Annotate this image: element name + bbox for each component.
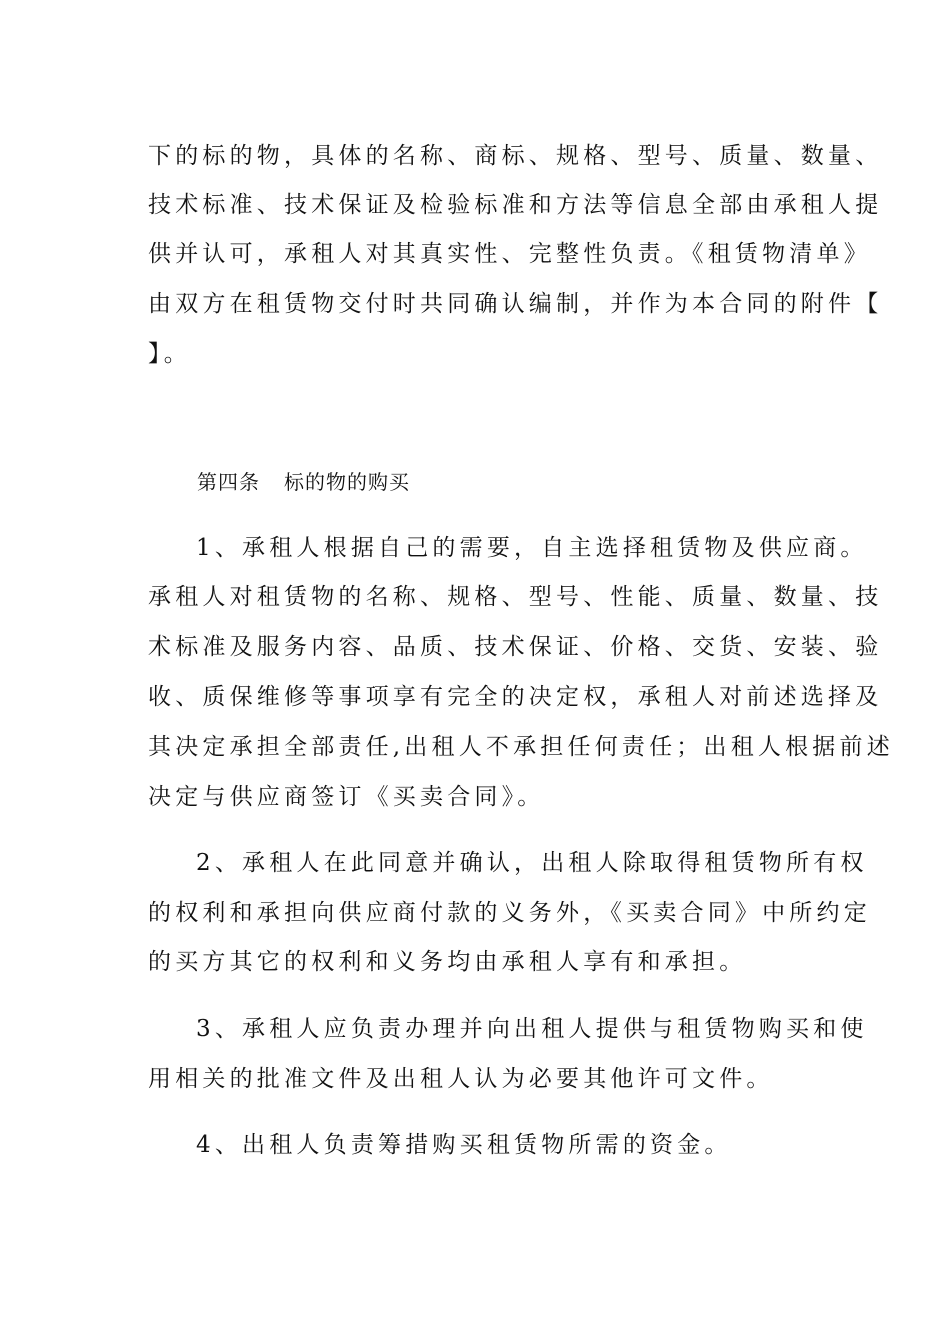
paragraph-line: 技术标准、技术保证及检验标准和方法等信息全部由承租人提 (148, 192, 883, 218)
paragraph-line: 承租人对租赁物的名称、规格、型号、性能、质量、数量、技 (148, 584, 883, 610)
paragraph-line: 决定与供应商签订《买卖合同》。 (148, 784, 545, 810)
article-number: 第四条 (197, 470, 260, 494)
paragraph-line: 由双方在租赁物交付时共同确认编制，并作为本合同的附件【 (148, 291, 883, 317)
paragraph-line: 4、出租人负责筹措购买租赁物所需的资金。 (196, 1132, 732, 1158)
paragraph-line: 的买方其它的权利和义务均由承租人享有和承担。 (148, 949, 747, 975)
article-title: 标的物的购买 (284, 470, 410, 494)
article-heading (197, 468, 410, 496)
paragraph-line: 】。 (148, 341, 191, 367)
paragraph-line: 其决定承担全部责任,出租人不承担任何责任；出租人根据前述 (148, 734, 894, 760)
paragraph-line: 1、承租人根据自己的需要，自主选择租赁物及供应商。 (196, 535, 868, 561)
paragraph-line: 收、质保维修等事项享有完全的决定权，承租人对前述选择及 (148, 684, 883, 710)
paragraph-line: 2、承租人在此同意并确认，出租人除取得租赁物所有权 (196, 850, 868, 876)
paragraph-line: 供并认可，承租人对其真实性、完整性负责。《租赁物清单》 (148, 241, 871, 267)
paragraph-line: 的权利和承担向供应商付款的义务外，《买卖合同》中所约定 (148, 900, 871, 926)
paragraph-line: 3、承租人应负责办理并向出租人提供与租赁物购买和使 (196, 1016, 868, 1042)
paragraph-line: 术标准及服务内容、品质、技术保证、价格、交货、安装、验 (148, 634, 883, 660)
paragraph-line: 用相关的批准文件及出租人认为必要其他许可文件。 (148, 1066, 774, 1092)
paragraph-line: 下的标的物，具体的名称、商标、规格、型号、质量、数量、 (148, 143, 883, 169)
